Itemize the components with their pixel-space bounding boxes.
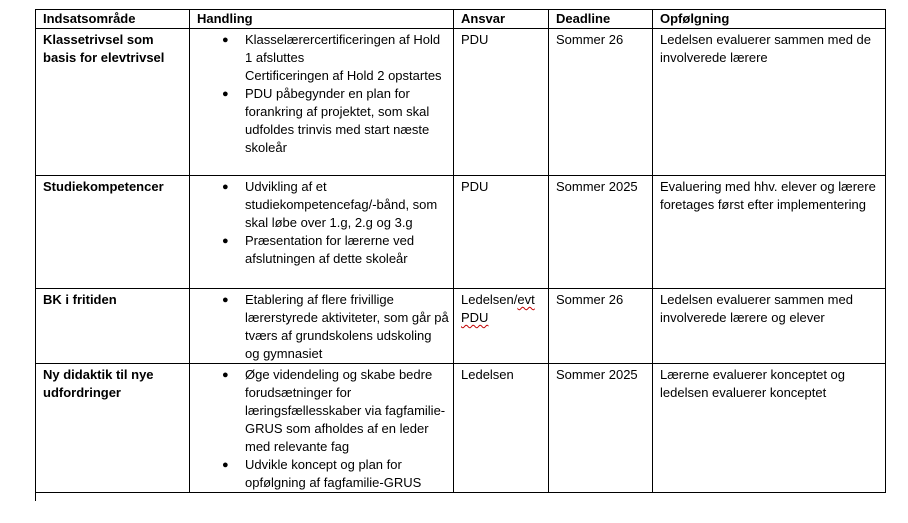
bullet-icon: ● <box>222 459 229 471</box>
bullet-icon: ● <box>222 34 229 46</box>
list-item: ● PDU påbegynder en plan for forankring af projektet, som skal udfoldes trinvis med start næste skoleår <box>222 86 430 155</box>
deadline-cell[interactable]: Sommer 2025 <box>549 364 653 493</box>
deadline-cell[interactable]: Sommer 26 <box>549 29 653 176</box>
followup-cell[interactable]: Ledelsen evaluerer sammen med involverede lærere og elever <box>653 289 886 364</box>
area-cell[interactable]: Ny didaktik til nye udfordringer <box>36 364 190 493</box>
table-row <box>36 176 886 289</box>
bullet-icon: ● <box>222 235 229 247</box>
action-plan-table <box>35 9 886 493</box>
bullet-icon: ● <box>222 88 229 100</box>
table-header-row <box>36 10 886 29</box>
header-area: Indsatsområde <box>36 10 190 29</box>
table-row <box>36 289 886 364</box>
list-item: ● Udvikling af et studiekompetencefag/-bånd, som skal løbe over 1.g, 2.g og 3.g <box>222 179 438 230</box>
list-item: ● Udvikle koncept og plan for opfølgning af fagfamilie-GRUS <box>222 457 422 490</box>
followup-cell[interactable]: Lærerne evaluerer konceptet og ledelsen evaluerer konceptet <box>653 364 886 493</box>
bullet-icon: ● <box>222 369 229 381</box>
text-cursor <box>35 484 36 501</box>
action-list <box>197 366 449 492</box>
action-list <box>197 291 449 363</box>
responsible-cell[interactable]: PDU <box>454 29 549 176</box>
header-deadline: Deadline <box>549 10 653 29</box>
responsible-cell[interactable]: Ledelsen/evt PDU <box>454 289 549 364</box>
followup-cell[interactable]: Ledelsen evaluerer sammen med de involverede lærere <box>653 29 886 176</box>
action-cell[interactable] <box>190 289 454 364</box>
action-list <box>197 31 449 157</box>
table-row <box>36 29 886 176</box>
spellcheck-word: evt <box>517 292 535 307</box>
spellcheck-word: PDU <box>461 310 489 325</box>
responsible-cell[interactable]: PDU <box>454 176 549 289</box>
list-item: ● Etablering af flere frivillige lærerstyrede aktiviteter, som går på tværs af grundskolens udskoling og gymnasiet <box>222 292 449 361</box>
action-list <box>197 178 449 268</box>
list-item: ● Øge videndeling og skabe bedre forudsætninger for læringsfællesskaber via fagfamilie-GRUS som afholdes af en leder med relevante fag <box>222 367 446 454</box>
list-item: ● Præsentation for lærerne ved afslutningen af dette skoleår <box>222 233 415 266</box>
list-item: ● Klasselærercertificeringen af Hold 1 afsluttes Certificeringen af Hold 2 opstartes <box>222 32 442 83</box>
responsible-cell[interactable]: Ledelsen <box>454 364 549 493</box>
header-responsible: Ansvar <box>454 10 549 29</box>
area-cell[interactable]: Studiekompetencer <box>36 176 190 289</box>
header-followup: Opfølgning <box>653 10 886 29</box>
followup-cell[interactable]: Evaluering med hhv. elever og lærere foretages først efter implementering <box>653 176 886 289</box>
action-cell[interactable] <box>190 176 454 289</box>
table-row <box>36 364 886 493</box>
header-action: Handling <box>190 10 454 29</box>
deadline-cell[interactable]: Sommer 2025 <box>549 176 653 289</box>
bullet-icon: ● <box>222 294 229 306</box>
bullet-icon: ● <box>222 181 229 193</box>
action-cell[interactable] <box>190 364 454 493</box>
area-cell[interactable]: Klassetrivsel som basis for elevtrivsel <box>36 29 190 176</box>
action-cell[interactable] <box>190 29 454 176</box>
deadline-cell[interactable]: Sommer 26 <box>549 289 653 364</box>
area-cell[interactable]: BK i fritiden <box>36 289 190 364</box>
